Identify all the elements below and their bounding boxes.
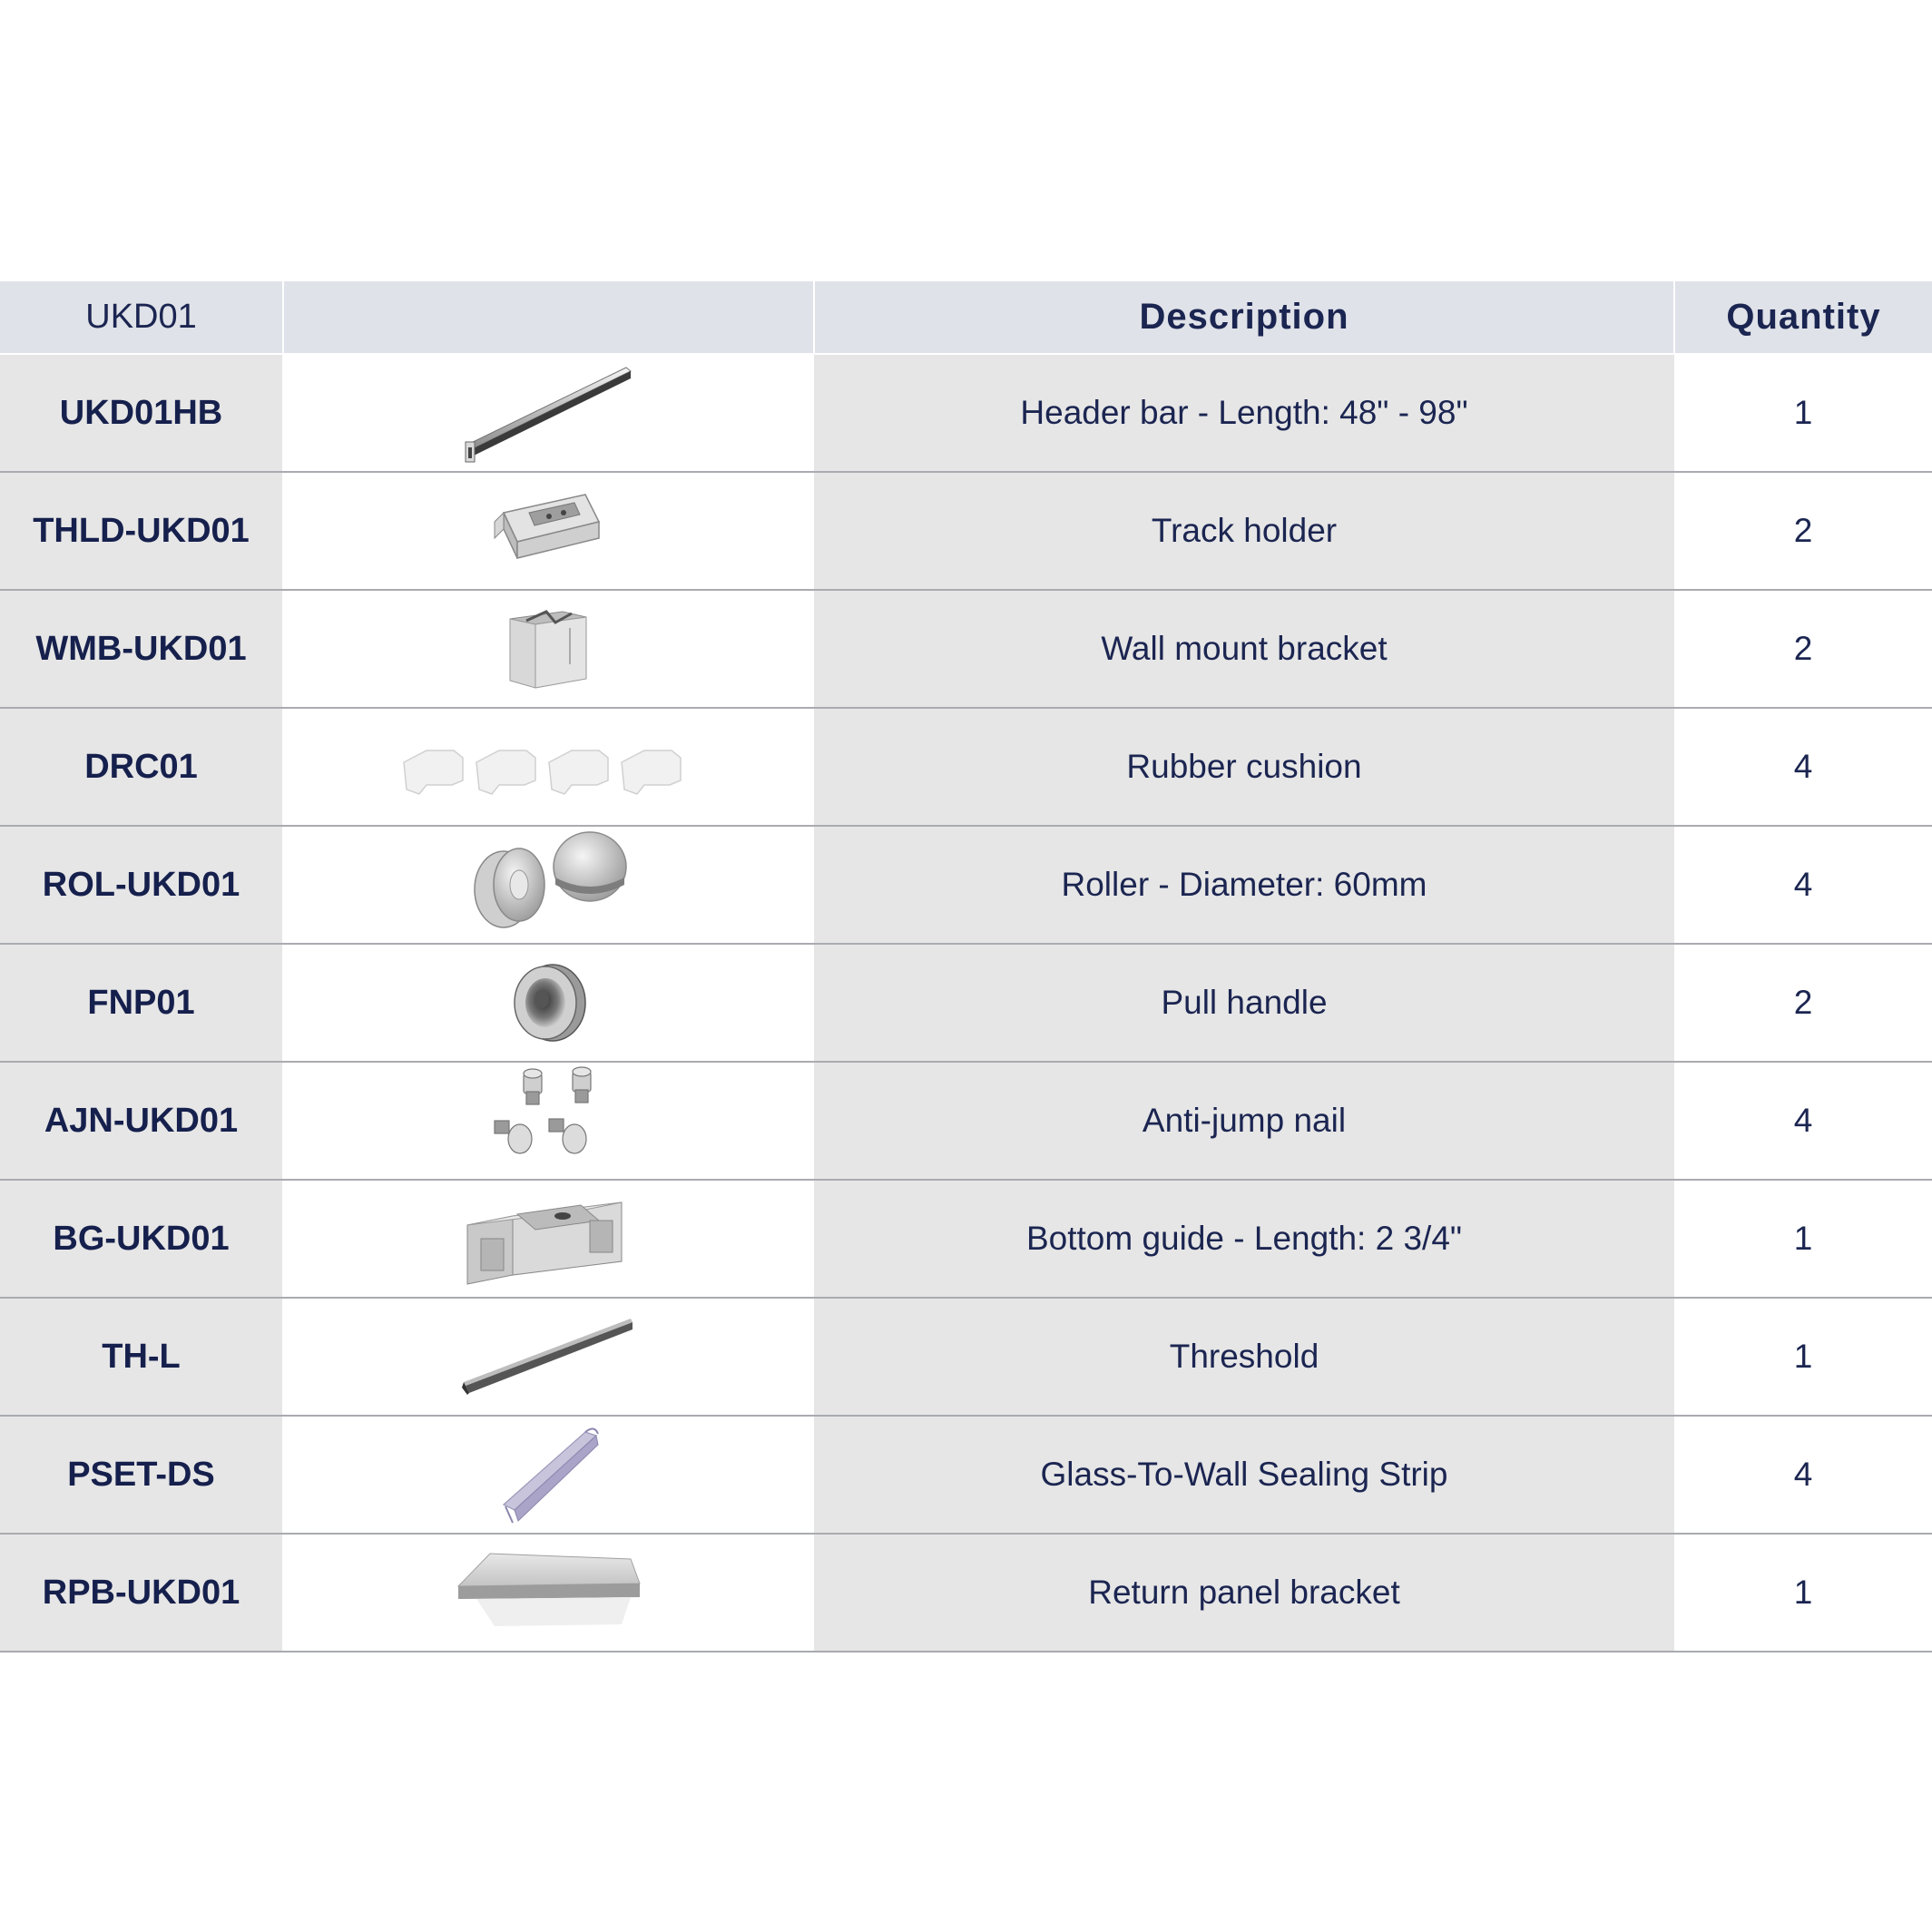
roller-icon [463, 830, 635, 939]
sealing-strip-icon [485, 1423, 613, 1527]
track-holder-icon [485, 485, 613, 576]
part-quantity: 4 [1674, 708, 1932, 826]
part-quantity: 4 [1674, 826, 1932, 944]
part-image [283, 944, 814, 1062]
parts-table [0, 281, 1932, 1652]
part-description: Rubber cushion [814, 708, 1674, 826]
part-quantity: 4 [1674, 1416, 1932, 1534]
part-image [283, 1062, 814, 1180]
wall-mount-bracket-icon [499, 599, 599, 699]
table-row [0, 354, 1932, 472]
part-description: Header bar - Length: 48" - 98" [814, 354, 1674, 472]
table-row [0, 1298, 1932, 1416]
part-image [283, 1180, 814, 1298]
table-row [0, 590, 1932, 708]
table-header-row [0, 281, 1932, 354]
part-code: WMB-UKD01 [0, 590, 283, 708]
rubber-cushion-icon [399, 731, 699, 803]
table-row [0, 472, 1932, 590]
part-description: Return panel bracket [814, 1534, 1674, 1652]
return-panel-bracket-icon [449, 1543, 649, 1643]
part-description: Wall mount bracket [814, 590, 1674, 708]
table-row [0, 1062, 1932, 1180]
part-image [283, 1416, 814, 1534]
table-row [0, 1180, 1932, 1298]
table-row [0, 708, 1932, 826]
part-description: Track holder [814, 472, 1674, 590]
part-code: UKD01HB [0, 354, 283, 472]
part-code: AJN-UKD01 [0, 1062, 283, 1180]
part-code: DRC01 [0, 708, 283, 826]
part-code: PSET-DS [0, 1416, 283, 1534]
table-row [0, 1534, 1932, 1652]
pull-handle-icon [504, 957, 594, 1048]
part-code: BG-UKD01 [0, 1180, 283, 1298]
threshold-icon [458, 1311, 640, 1402]
part-quantity: 1 [1674, 1534, 1932, 1652]
part-code: THLD-UKD01 [0, 472, 283, 590]
part-code: FNP01 [0, 944, 283, 1062]
header-image [283, 281, 814, 354]
header-code: UKD01 [0, 281, 283, 354]
table-row [0, 826, 1932, 944]
part-description: Threshold [814, 1298, 1674, 1416]
part-image [283, 826, 814, 944]
bottom-guide-icon [463, 1189, 635, 1289]
part-quantity: 4 [1674, 1062, 1932, 1180]
part-description: Bottom guide - Length: 2 3/4" [814, 1180, 1674, 1298]
part-image [283, 1298, 814, 1416]
part-image [283, 590, 814, 708]
header-bar-icon [458, 358, 640, 467]
header-description: Description [814, 281, 1674, 354]
part-description: Glass-To-Wall Sealing Strip [814, 1416, 1674, 1534]
anti-jump-nail-icon [485, 1064, 613, 1178]
part-description: Roller - Diameter: 60mm [814, 826, 1674, 944]
part-quantity: 2 [1674, 944, 1932, 1062]
table-row [0, 944, 1932, 1062]
part-description: Pull handle [814, 944, 1674, 1062]
part-description: Anti-jump nail [814, 1062, 1674, 1180]
part-quantity: 1 [1674, 1180, 1932, 1298]
table-row [0, 1416, 1932, 1534]
part-quantity: 1 [1674, 1298, 1932, 1416]
header-quantity: Quantity [1674, 281, 1932, 354]
part-code: RPB-UKD01 [0, 1534, 283, 1652]
part-code: ROL-UKD01 [0, 826, 283, 944]
part-quantity: 2 [1674, 590, 1932, 708]
part-image [283, 354, 814, 472]
part-quantity: 2 [1674, 472, 1932, 590]
part-image [283, 708, 814, 826]
part-code: TH-L [0, 1298, 283, 1416]
part-image [283, 472, 814, 590]
part-image [283, 1534, 814, 1652]
part-quantity: 1 [1674, 354, 1932, 472]
